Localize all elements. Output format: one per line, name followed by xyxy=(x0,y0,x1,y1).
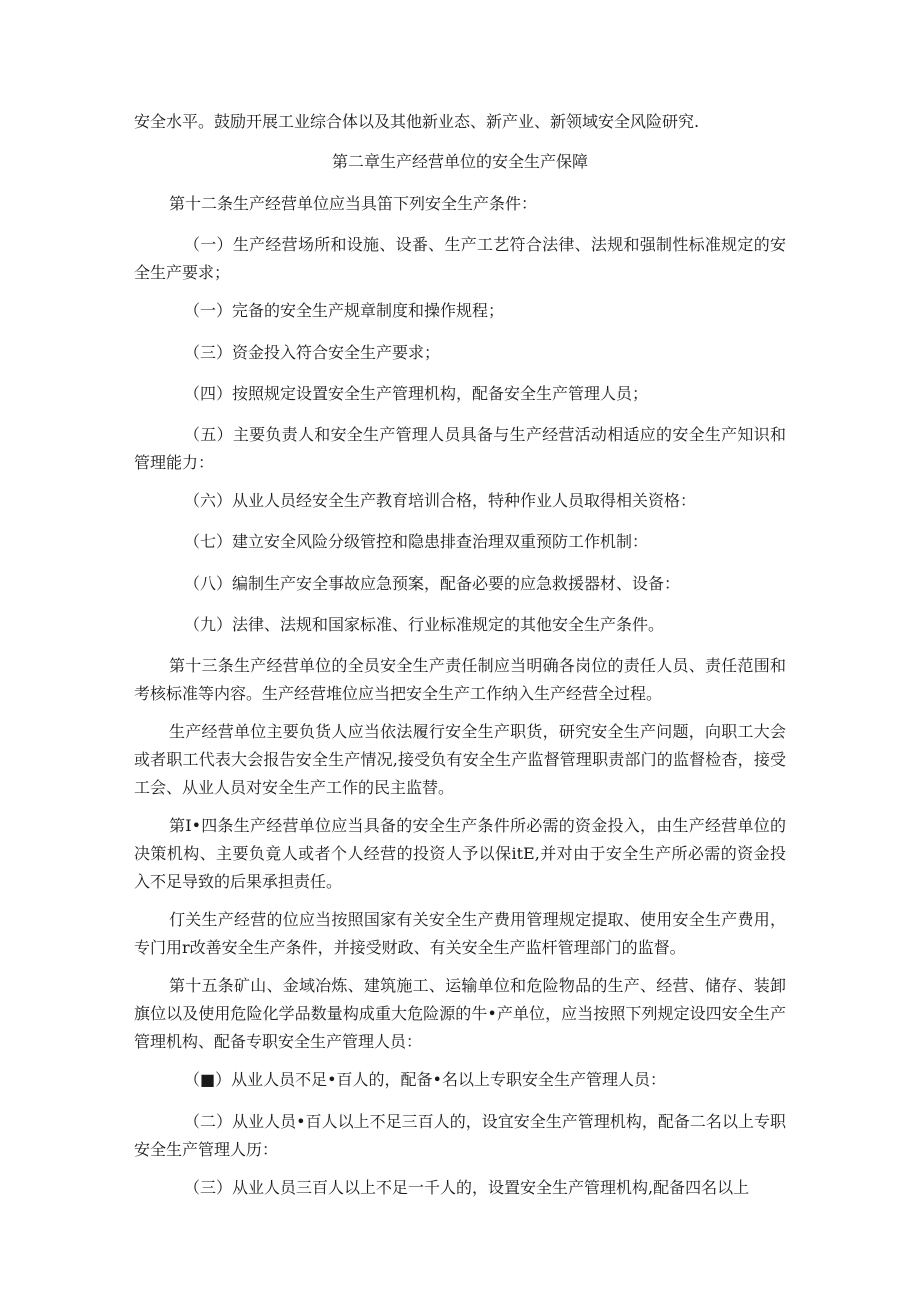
list-item: （二）从业人员•百人以上不足三百人的，设宜安全生产管理机构，配备二名以上专职安全生产管理人历： xyxy=(134,1112,786,1159)
list-item: （三）从业人员三百人以上不足一千人的，设置安全生产管理机构,配备四名以上 xyxy=(184,1178,750,1197)
article-14: 第I•四条生产经营单位应当具备的安全生产条件所必需的资金投入，由生产经营单位的决策机构、主要负竟人或者个人经营的投资人予以保itE,并对由于安全生产所必需的资金投入不足导致的后果承担责任。 xyxy=(134,816,786,891)
list-item: （七）建立安全风险分级管控和隐患排查治理双重预防工作机制： xyxy=(184,532,649,551)
paragraph: 生产经营单位主要负货人应当依法履行安全生产职货，研究安全生产问题，向职工大会或者职工代表大会报告安全生产情况,接受负有安全生产监督管理职责部门的监督检杳，接受工会、从业人员对安全生产工作的民主监替。 xyxy=(134,722,786,797)
list-item: （一）生产经营场所和设施、设番、生产工艺符合法律、法规和强制性标准规定的安全生产要求； xyxy=(134,235,786,282)
list-item: （九）法律、法规和国家标准、行业标准规定的其他安全生产条件。 xyxy=(184,615,665,634)
list-item: （五）主要负责人和安全生产管理人员具备与生产经营活动相适应的安全生产知识和管理能力： xyxy=(134,425,786,472)
article-13: 第十三条生产经营单位的全员安全生产责任制应当明确各岗位的责任人员、责任范围和考核标准等内容。生产经营堆位应当把安全生产工作纳入生产经营全过程。 xyxy=(134,656,786,703)
article-12: 第十二条生产经营单位应当具笛下列安全生产条件： xyxy=(169,194,538,213)
list-item: （六）从业人员经安全生产教育培训合格，特种作业人员取得相关资格： xyxy=(184,491,697,510)
article-15: 第十五条矿山、金域冶炼、建筑施工、运输单位和危险物品的生产、经营、储存、装卸旗位以及使用危险化学品数量构成重大危险源的牛•产单位，应当按照下列规定设四安全生产管理机构、配备专职安全生产管理人员： xyxy=(134,976,786,1051)
list-item: （■）从业人员不足•百人的，配备•名以上专职安全生产管理人员： xyxy=(184,1070,666,1089)
list-item: （一）完备的安全生产规章制度和操作规程； xyxy=(184,301,505,320)
paragraph: 仃关生产经营的位应当按照国家有关安全生产费用管理规定提取、使用安全生产费用，专门用r改善安全生产条件，并接受财政、有关安全生产监杆管理部门的监督。 xyxy=(134,910,786,957)
list-item: （八）编制生产安全事故应急预案，配备必要的应急救援器材、设备： xyxy=(184,574,681,593)
chapter-heading: 第二章生产经营单位的安全生产保障 xyxy=(331,152,588,171)
list-item: （三）资金投入符合安全生产要求； xyxy=(184,343,441,362)
list-item: （四）按照规定设置安全生产管理机构，配备安全生产管理人员； xyxy=(184,384,649,403)
paragraph-continuation: 安全水平。鼓励开展工业综合体以及其他新业态、新产业、新领域安全风险研究. xyxy=(134,112,700,131)
